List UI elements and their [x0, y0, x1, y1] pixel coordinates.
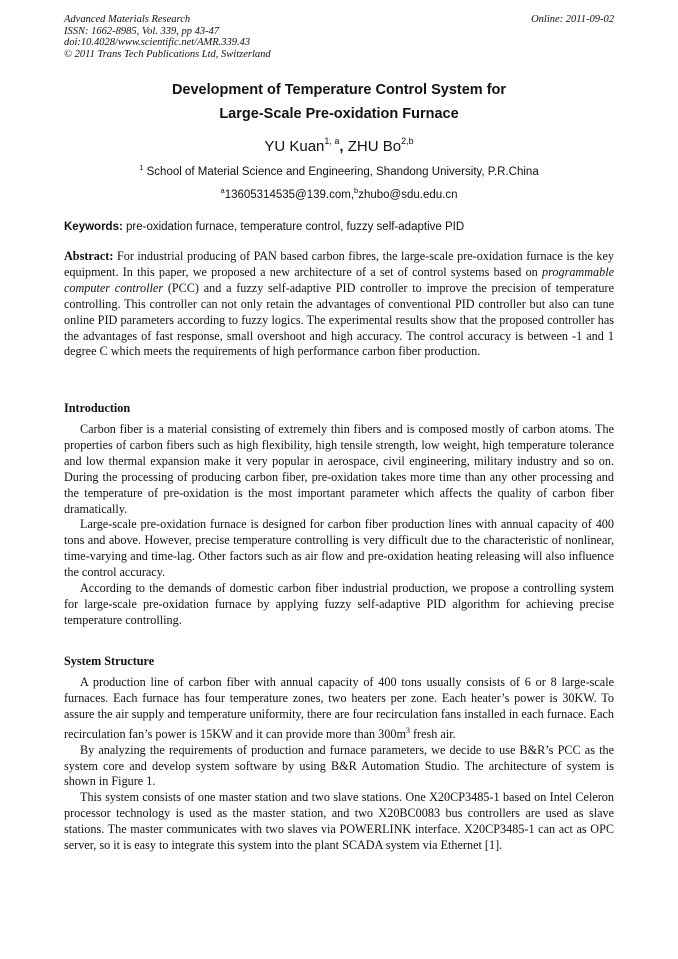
keywords: [64, 221, 614, 233]
introduction-heading: Introduction: [64, 401, 131, 415]
system-structure-heading: System Structure: [64, 654, 155, 668]
title-line-2: Large-Scale Pre-oxidation Furnace: [219, 106, 459, 122]
system-structure-body: [64, 675, 614, 854]
author-1-name: YU Kuan: [264, 138, 325, 155]
journal-copyright: © 2011 Trans Tech Publications Ltd, Switzerland: [64, 48, 271, 60]
author-2-sup: 2,b: [401, 136, 414, 146]
system-p1-tail: fresh air.: [409, 726, 456, 741]
abstract-label: Abstract:: [64, 249, 114, 263]
email-b[interactable]: zhubo@sdu.edu.cn: [358, 189, 458, 201]
intro-paragraph: According to the demands of domestic carbon fiber industrial production, we propose a controlling system for large-scale pre-oxidation furnace by applying fuzzy self-adaptive PID algorithm for achieving precise temperature controlling.: [64, 581, 614, 627]
abstract-part-1: For industrial producing of PAN based carbon fibres, the large-scale pre-oxidation furnace is the key equipment. In this paper, we proposed a new architecture of a set of control systems based on: [64, 249, 614, 279]
author-list: [64, 136, 614, 155]
author-separator: ,: [339, 138, 348, 155]
abstract-italic: programmable computer controller: [64, 264, 614, 295]
affiliation-sup: 1: [139, 163, 144, 172]
email-a-sup: a: [220, 186, 225, 195]
journal-name: Advanced Materials Research: [64, 14, 191, 25]
journal-doi[interactable]: doi:10.4028/www.scientific.net/AMR.339.43: [64, 37, 251, 48]
system-paragraph-3: This system consists of one master station and two slave stations. One X20CP3485-1 based on Intel Celeron processor technology is used as the master station, and two X20BC0083 bus controllers are used as slave stations. The master communicates with two slaves via POWERLINK interface. X20CP3485-1 can act as OPC server, so it is easy to integrate this system into the plant SCADA system via Ethernet [1].: [64, 790, 614, 853]
introduction-body: [64, 422, 614, 629]
system-p1-main: A production line of carbon fiber with annual capacity of 400 tons usually consists of 6 or 8 large-scale furnaces. Each furnace has four temperature zones, two heaters per zone. Each heater’s power is 30KW. To assure the air supply and temperature uniformity, there are four recirculation fans installed in each furnace. Each recirculation fan’s power is 15KW and it can provide more than 300m: [64, 675, 614, 741]
intro-paragraph: Large-scale pre-oxidation furnace is designed for carbon fiber production lines with annual capacity of 400 tons and above. However, precise temperature controlling is very difficult due to the characteristic of nonlinear, time-varying and time-lag. Other factors such as air flow and pre-oxidation heating releasing will also influence the control accuracy.: [64, 517, 614, 580]
keywords-label: Keywords:: [64, 221, 123, 233]
system-paragraph-1: [64, 675, 614, 743]
online-date: Online: 2011-09-02: [531, 14, 614, 25]
abstract: [64, 249, 614, 360]
author-2-name: ZHU Bo: [347, 138, 402, 155]
abstract-part-2: (PCC) and a fuzzy self-adaptive PID controller to improve the precision of temperature controlling. This controller can not only retain the advantages of conventional PID controller but also can tune online PID parameters according to fuzzy logics. The experimental results show that the proposed controller has the advantages of fast response, small overshoot and high accuracy. The control accuracy is between -1 and 1 degree C which meets the requirements of high performance carbon fiber production.: [64, 280, 614, 359]
journal-header: [64, 14, 614, 60]
keywords-text: pre-oxidation furnace, temperature control, fuzzy self-adaptive PID: [122, 221, 465, 233]
journal-issn: ISSN: 1662-8985, Vol. 339, pp 43-47: [64, 25, 220, 37]
affiliation: [64, 163, 614, 178]
email-b-sup: b: [354, 186, 359, 195]
author-1-sup: 1, a: [324, 136, 340, 146]
title-line-1: Development of Temperature Control System for: [171, 82, 507, 98]
system-paragraph-2: By analyzing the requirements of production and furnace parameters, we decide to use B&R’s PCC as the system core and develop system software by using B&R Automation Studio. The architecture of system is shown in Figure 1.: [64, 742, 614, 789]
affiliation-text: School of Material Science and Engineering, Shandong University, P.R.China: [146, 166, 539, 178]
paper-title: [64, 78, 614, 126]
system-p1-sup: 3: [405, 725, 410, 735]
intro-paragraph: Carbon fiber is a material consisting of extremely thin fibers and is composed mostly of carbon atoms. The properties of carbon fibers such as high flexibility, high tensile strength, low weight, high temperature tolerance and low thermal expansion make it very popular in aerospace, civil engineering, military industry and so on. During the processing of producing carbon fiber, pre-oxidation takes more time than any other processing and the temperature of pre-oxidation is the most important parameter which affects the quality of carbon fiber dramatically.: [64, 422, 614, 516]
email-a[interactable]: 13605314535@139.com,: [224, 189, 355, 201]
author-emails: [64, 186, 614, 201]
